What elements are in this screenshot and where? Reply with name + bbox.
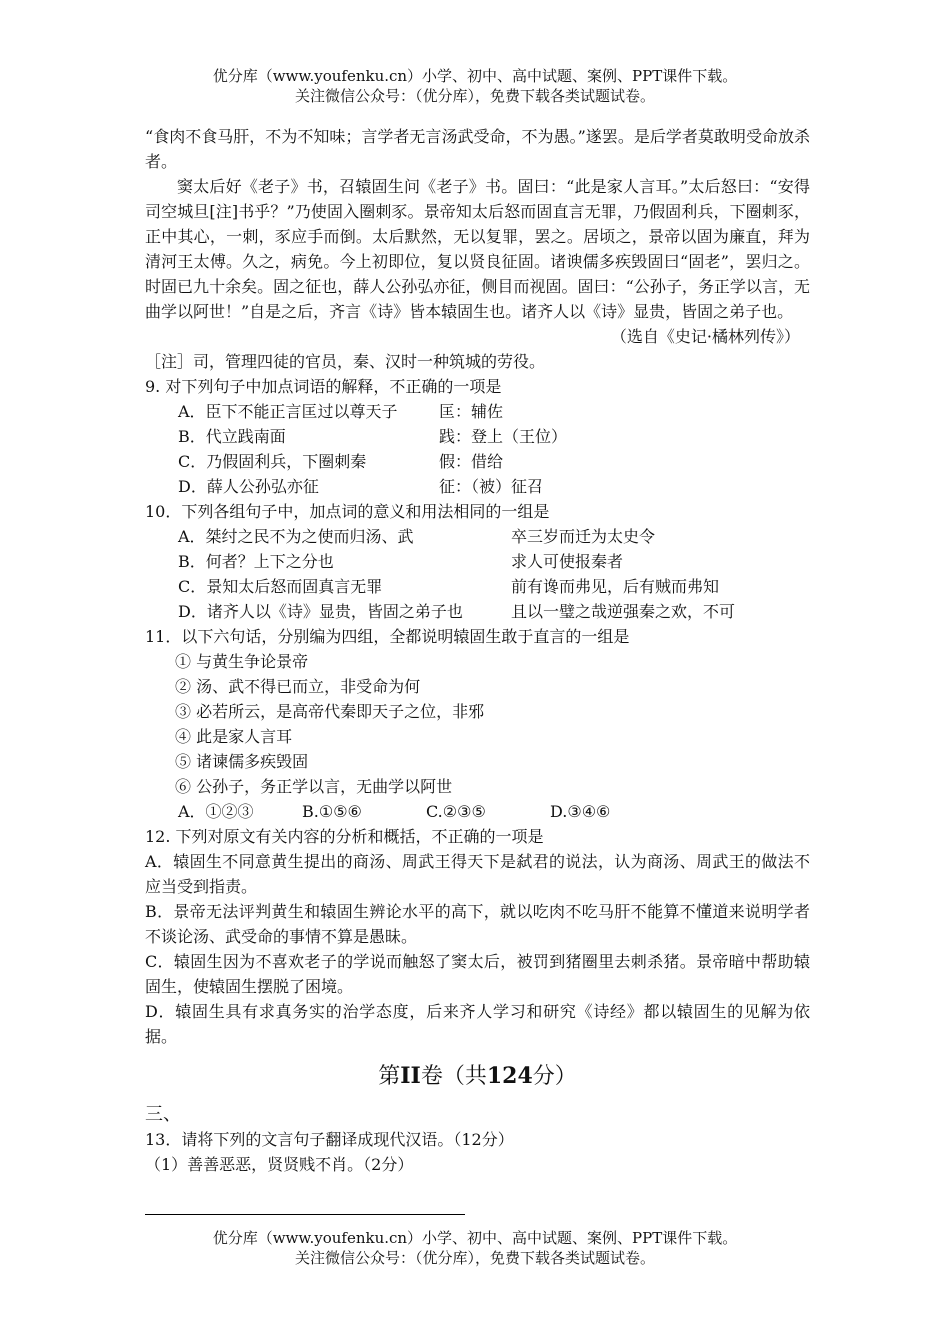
- footer-line-2: 关注微信公众号：（优分库），免费下载各类试题试卷。: [294, 1249, 655, 1267]
- q10-option-a: A．桀纣之民不为之使而归汤、武 卒三岁而迁为太史令: [178, 527, 656, 546]
- q10-option-d: D．诸齐人以《诗》显贵，皆固之弟子也 且以一璧之哉逆强秦之欢，不可: [178, 602, 736, 621]
- page-header: [0, 66, 950, 106]
- q11-item-2: ② 汤、武不得已而立，非受命为何: [175, 677, 421, 696]
- passage-paragraph-1: “食肉不食马肝，不为不知味；言学者无言汤武受命，不为愚。”遂罢。是后学者莫敢明受命放杀者。: [145, 127, 810, 171]
- q10-stem: 10．下列各组句子中，加点词的意义和用法相同的一组是: [145, 502, 550, 521]
- q11-item-6: ⑥ 公孙子，务正学以言，无曲学以阿世: [175, 777, 453, 796]
- q10-option-c: C．景知太后怒而固真言无罪 前有谗而弗见，后有贼而弗知: [178, 577, 720, 596]
- passage-note: ［注］司，管理四徒的官员，秦、汉时一种筑城的劳役。: [145, 352, 546, 371]
- page-footer: [0, 1228, 950, 1268]
- question-11: [145, 624, 810, 824]
- q11-choice-c: C.②③⑤: [426, 802, 486, 821]
- q9-option-a: A．臣下不能正言匡过以尊天子 匡：辅佐: [178, 402, 504, 421]
- passage-paragraph-2: 窦太后好《老子》书，召辕固生问《老子》书。固曰：“此是家人言耳。”太后怒曰：“安得司空城旦[注]书乎？”乃使固入圈刺豕。景帝知太后怒而固直言无罪，乃假固利兵，下圈刺豕，正中其心，一刺，豕应手而倒。太后默然，无以复罪，罢之。居顷之，景帝以固为廉直，拜为清河王太傅。久之，病免。今上初即位，复以贤良征固。诸谀儒多疾毁固曰“固老”，罢归之。时固已九十余矣。固之征也，薛人公孙弘亦征，侧目而视固。固曰：“公孙子，务正学以言，无曲学以阿世！”自是之后，齐言《诗》皆本辕固生也。诸齐人以《诗》显贵，皆固之弟子也。: [145, 177, 810, 321]
- q12-option-a: A．辕固生不同意黄生提出的商汤、周武王得天下是弑君的说法，认为商汤、周武王的做法不应当受到指责。: [145, 852, 810, 896]
- q12-option-b: B．景帝无法评判黄生和辕固生辨论水平的高下，就以吃肉不吃马肝不能算不懂道来说明学者不谈论汤、武受命的事情不算是愚昧。: [145, 902, 810, 946]
- q11-item-1: ① 与黄生争论景帝: [175, 652, 309, 671]
- q11-choice-a: A．①②③: [178, 802, 254, 821]
- part-2-title: 第II卷（共124分）: [378, 1063, 577, 1089]
- q12-stem: 12. 下列对原文有关内容的分析和概括，不正确的一项是: [145, 827, 544, 846]
- question-10: [145, 499, 810, 624]
- q11-item-5: ⑤ 诸谏儒多疾毁固: [175, 752, 309, 771]
- q12-option-c: C．辕固生因为不喜欢老子的学说而触怒了窦太后，被罚到猪圈里去刺杀猪。景帝暗中帮助辕固生，使辕固生摆脱了困境。: [145, 952, 810, 996]
- q12-option-d: D．辕固生具有求真务实的治学态度，后来齐人学习和研究《诗经》都以辕固生的见解为依据。: [145, 1002, 810, 1046]
- q11-item-4: ④ 此是家人言耳: [175, 727, 293, 746]
- answer-line: [145, 1214, 465, 1215]
- header-line-2: 关注微信公众号：（优分库），免费下载各类试题试卷。: [294, 87, 655, 105]
- question-12: [145, 824, 810, 1049]
- footer-line-1: 优分库（www.youfenku.cn）小学、初中、高中试题、案例、PPT课件下载。: [212, 1229, 738, 1247]
- q11-choice-d: D.③④⑥: [550, 802, 611, 821]
- q13-stem: 13．请将下列的文言句子翻译成现代汉语。（12分）: [145, 1130, 514, 1149]
- passage-source: （选自《史记·橘林列传》）: [610, 327, 800, 346]
- q11-choice-b: B.①⑤⑥: [302, 802, 362, 821]
- q9-option-b: B．代立践南面 践：登上（王位）: [178, 427, 568, 446]
- q11-stem: 11．以下六句话，分别编为四组，全都说明辕固生敢于直言的一组是: [145, 627, 630, 646]
- q13-sub-1: （1）善善恶恶，贤贤贱不肖。（2分）: [145, 1155, 414, 1174]
- q11-item-3: ③ 必若所云，是高帝代秦即天子之位，非邪: [175, 702, 485, 721]
- question-9: [145, 374, 810, 499]
- q9-option-d: D．薛人公孙弘亦征 征：（被）征召: [178, 477, 544, 496]
- q9-option-c: C．乃假固利兵，下圈刺秦 假：借给: [178, 452, 504, 471]
- q10-option-b: B．何者？上下之分也 求人可使报秦者: [178, 552, 624, 571]
- header-line-1: 优分库（www.youfenku.cn）小学、初中、高中试题、案例、PPT课件下载。: [212, 67, 738, 85]
- q11-choices: [145, 799, 810, 824]
- exam-body: [145, 124, 810, 1177]
- section-3-heading: 三、: [145, 1104, 181, 1125]
- q9-stem: 9. 对下列句子中加点词语的解释，不正确的一项是: [145, 377, 502, 396]
